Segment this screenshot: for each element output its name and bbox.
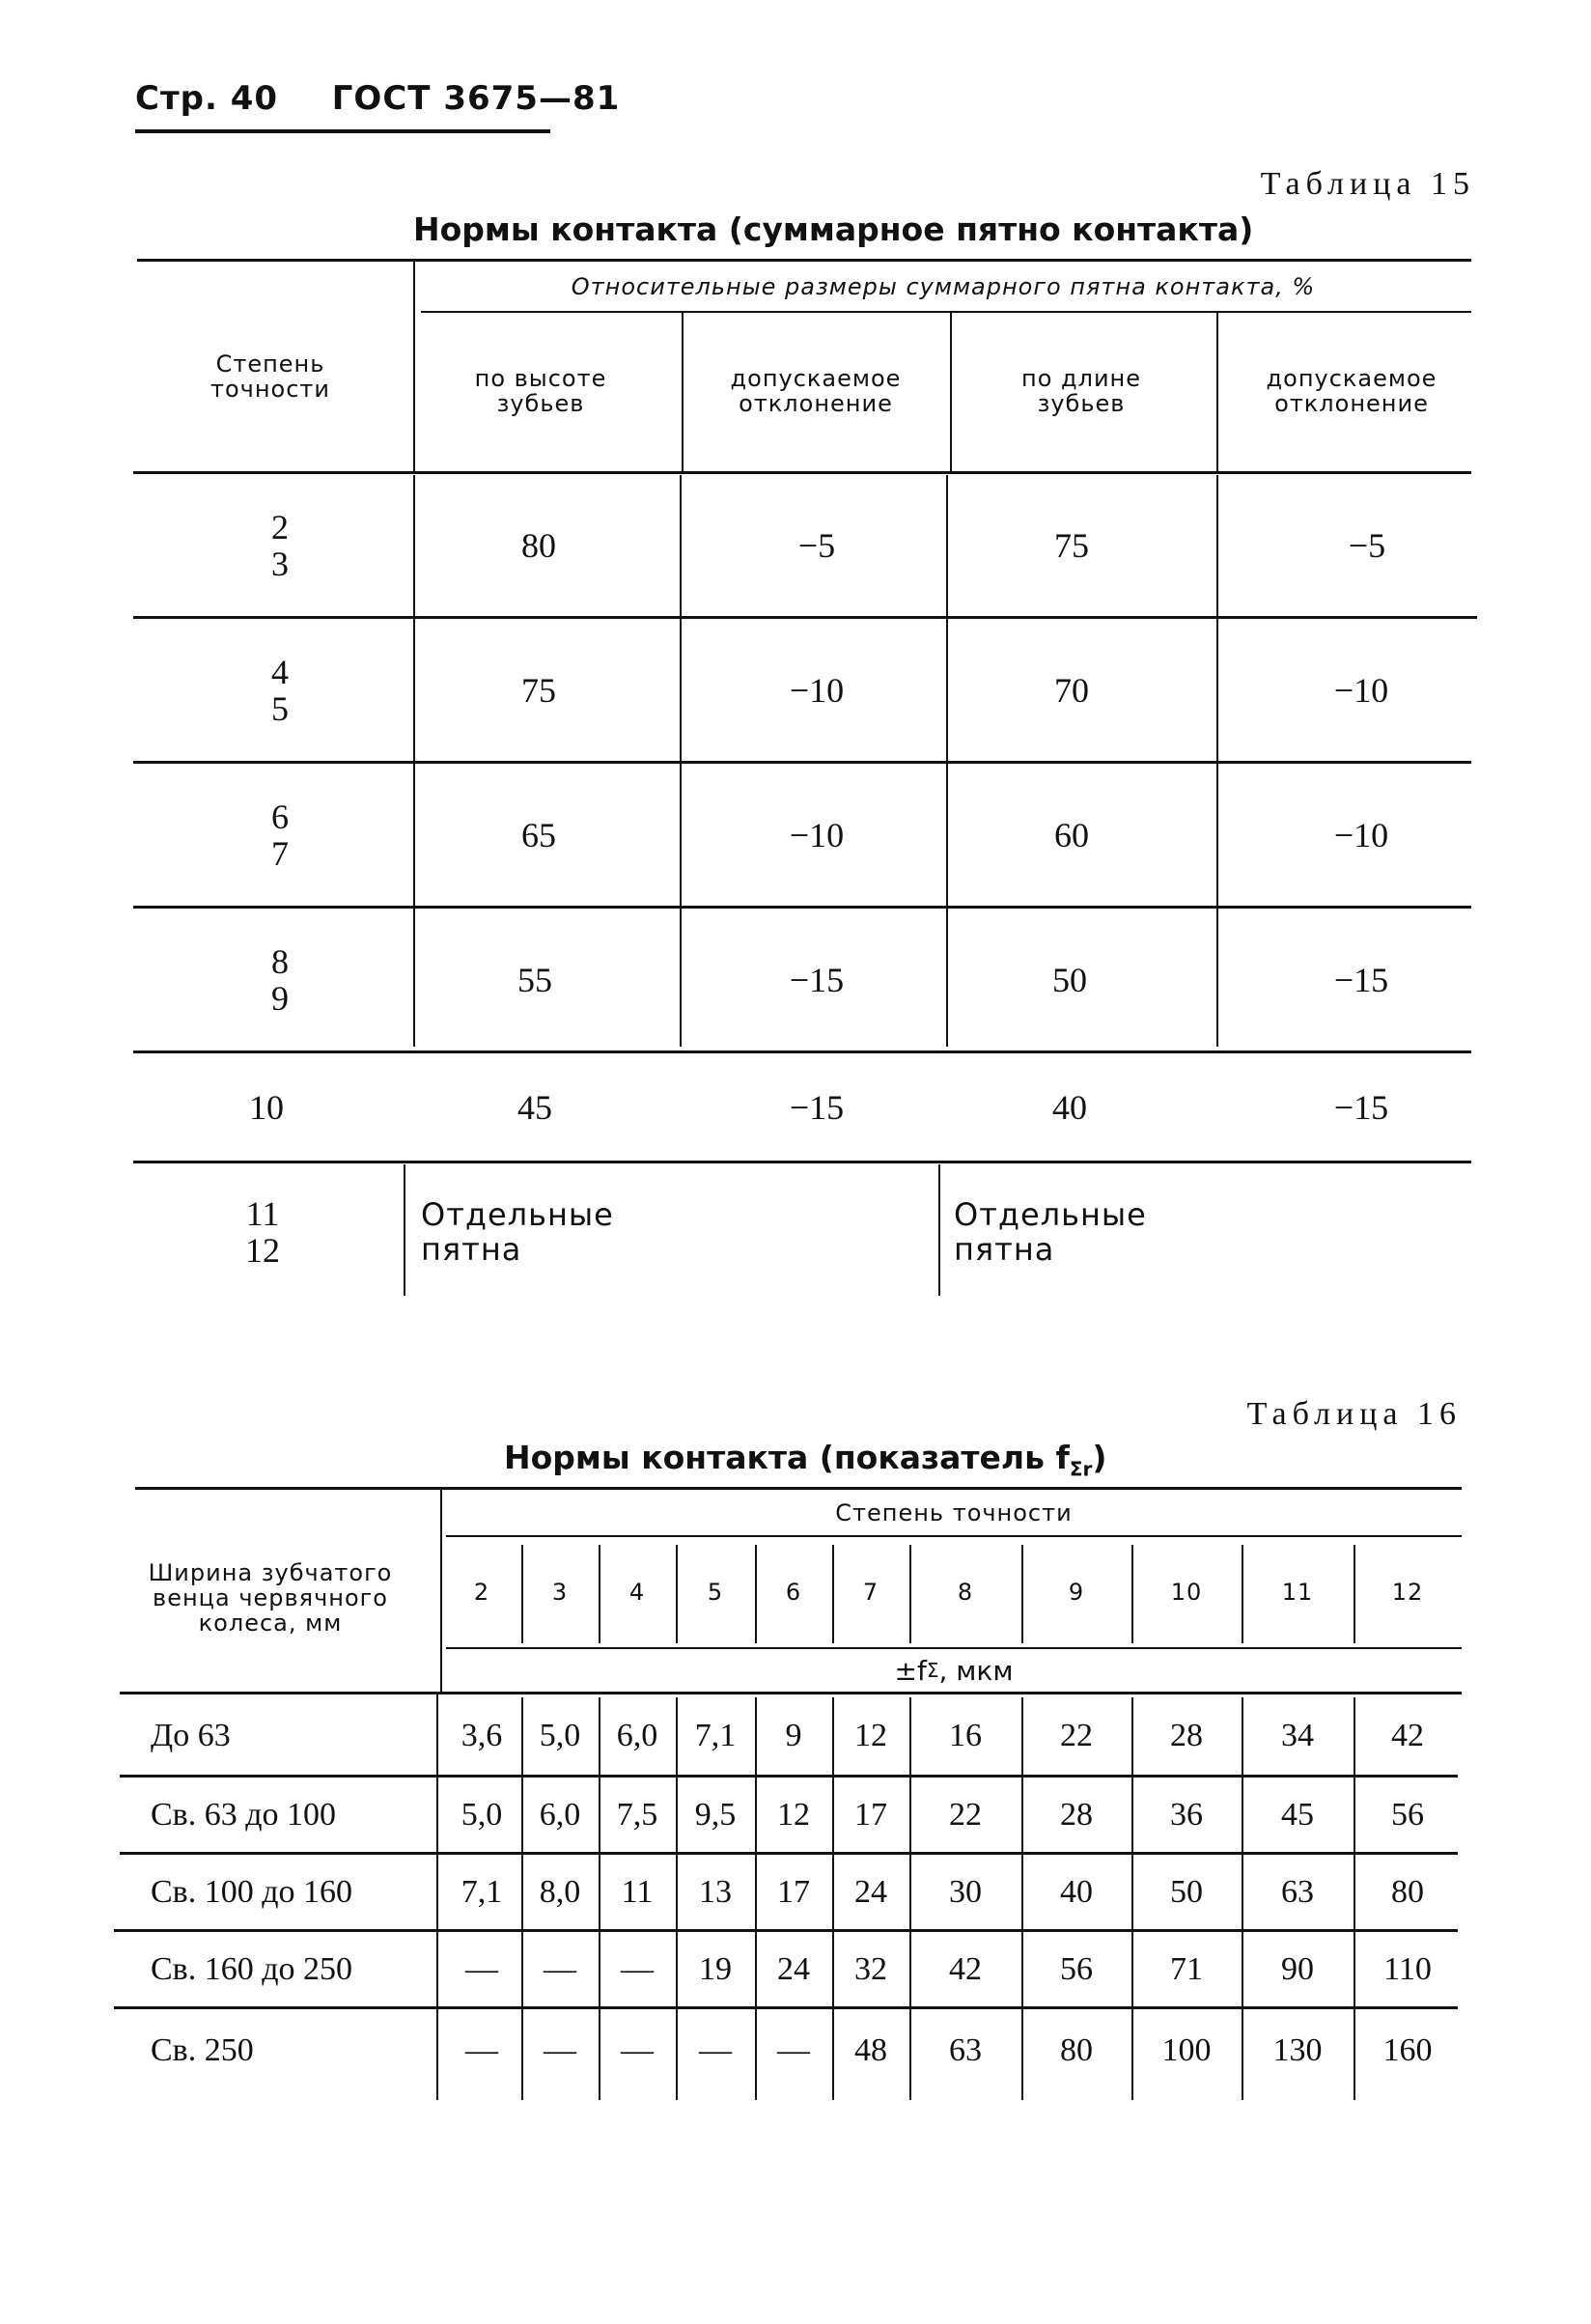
table15-row-grade: 8 9: [271, 941, 289, 1018]
table16-grade-4: 4: [628, 1579, 646, 1606]
table16-grade-11: 11: [1281, 1579, 1314, 1606]
table15-cell: −5: [797, 525, 836, 565]
table16-grade-2: 2: [473, 1579, 490, 1606]
table16-cell: 6,0: [616, 1718, 658, 1753]
table16-cell: 32: [854, 1951, 887, 1987]
table15-cell: 55: [517, 960, 552, 999]
table16-grade-12: 12: [1391, 1579, 1424, 1606]
table16-cell: 40: [1060, 1874, 1093, 1910]
table16-cell: 42: [949, 1951, 982, 1987]
table16-cell: 17: [777, 1874, 810, 1910]
table16-cell: 42: [1391, 1718, 1424, 1753]
table16-cell: 8,0: [539, 1874, 581, 1910]
table16-cell: 22: [949, 1797, 982, 1833]
table15-col-length: по длине зубьев: [1021, 365, 1141, 417]
table15-cell: −15: [789, 1087, 845, 1127]
table16-cell: 30: [949, 1874, 982, 1910]
table16-cell: 16: [949, 1718, 982, 1753]
table16-cell: 50: [1170, 1874, 1203, 1910]
table15-title: Нормы контакта (суммарное пятно контакта): [413, 210, 1254, 248]
table16-cell: 80: [1391, 1874, 1424, 1910]
table16-cell: —: [465, 2032, 498, 2068]
table16-cell: 7,1: [461, 1874, 503, 1910]
table15-cell: −15: [1333, 960, 1389, 999]
table16-cell: 22: [1060, 1718, 1093, 1753]
table16-grade-header: Степень точности: [835, 1498, 1073, 1526]
table15-note-right: Отдельные пятна: [954, 1196, 1147, 1268]
table15-cell: 70: [1054, 670, 1089, 710]
table16-cell: 13: [699, 1874, 732, 1910]
table16-cell: 100: [1161, 2032, 1212, 2068]
table15-cell: −15: [789, 960, 845, 999]
table15-row-grade: 10: [249, 1087, 284, 1127]
table16-unit-header: ±f Σ , мкм: [894, 1654, 1014, 1687]
table16-cell: 63: [949, 2032, 982, 2068]
table16-grade-6: 6: [785, 1579, 802, 1606]
table15-cell: 75: [521, 670, 556, 710]
table16-cell: 11: [621, 1874, 654, 1910]
table15-cell: 65: [521, 815, 556, 854]
table15-note-left: Отдельные пятна: [421, 1196, 614, 1268]
table16-cell: 5,0: [461, 1797, 503, 1833]
table16-cell: 36: [1170, 1797, 1203, 1833]
table16-cell: —: [544, 1951, 576, 1987]
table16-cell: 17: [854, 1797, 887, 1833]
table16-cell: 12: [777, 1797, 810, 1833]
table16-title: Нормы контакта (показатель $f_{\Sigma r}$): [504, 1439, 1107, 1481]
table16-cell: 24: [854, 1874, 887, 1910]
table15-cell: −10: [789, 670, 845, 710]
table16-row-header: Ширина зубчатого венца червячного колеса, мм: [148, 1559, 393, 1637]
table16-row-label: Св. 63 до 100: [151, 1797, 337, 1833]
table16-cell: 130: [1272, 2032, 1323, 2068]
table16-cell: 5,0: [539, 1718, 581, 1753]
table16-cell: —: [777, 2032, 810, 2068]
table16-cell: 45: [1281, 1797, 1314, 1833]
table16-cell: 110: [1383, 1951, 1432, 1987]
table16-cell: 24: [777, 1951, 810, 1987]
table16-cell: 28: [1170, 1718, 1203, 1753]
table16-grade-7: 7: [862, 1579, 879, 1606]
table16-grade-8: 8: [957, 1579, 974, 1606]
table16-row-label: Св. 160 до 250: [151, 1951, 353, 1987]
table15-row-grade: 4 5: [271, 652, 289, 728]
table15-cell: −10: [1333, 815, 1389, 854]
table15-cell: −15: [1333, 1087, 1389, 1127]
table15-cell: −10: [1333, 670, 1389, 710]
table15-cell: 40: [1052, 1087, 1087, 1127]
table16-cell: 6,0: [539, 1797, 581, 1833]
table16-row-label: Св. 100 до 160: [151, 1874, 353, 1910]
table16-cell: 63: [1281, 1874, 1314, 1910]
table16-cell: 7,1: [694, 1718, 737, 1753]
table16-grade-10: 10: [1170, 1579, 1203, 1606]
table16-row-label: Св. 250: [151, 2032, 254, 2068]
table15-cell: 60: [1054, 815, 1089, 854]
page-header: [135, 79, 620, 118]
table15-col-group-header: Относительные размеры суммарного пятна контакта, %: [571, 273, 1316, 300]
table15-label: Таблица 15: [1260, 166, 1475, 202]
table15-cell: 80: [521, 525, 556, 565]
table16-cell: 9,5: [694, 1797, 737, 1833]
table16-cell: —: [621, 1951, 654, 1987]
table15-col-length-tolerance: допускаемое отклонение: [1266, 365, 1437, 417]
page-number: Стр. 40: [135, 79, 279, 118]
table16-cell: 80: [1060, 2032, 1093, 2068]
table16-cell: —: [621, 2032, 654, 2068]
table16-label: Таблица 16: [1246, 1396, 1462, 1432]
table16-cell: 7,5: [616, 1797, 658, 1833]
table16-cell: 9: [785, 1718, 802, 1753]
table16-cell: 12: [854, 1718, 887, 1753]
table16-cell: —: [465, 1951, 498, 1987]
table16-cell: —: [699, 2032, 732, 2068]
table16-cell: 71: [1170, 1951, 1203, 1987]
table15-row-grade: 2 3: [271, 507, 289, 583]
table15-cell: −5: [1348, 525, 1386, 565]
table16-cell: 34: [1281, 1718, 1314, 1753]
table16-grade-9: 9: [1068, 1579, 1085, 1606]
table16-grade-5: 5: [707, 1579, 724, 1606]
table15-row-grade: 6 7: [271, 797, 289, 873]
table16-cell: —: [544, 2032, 576, 2068]
table16-cell: 90: [1281, 1951, 1314, 1987]
table16-grade-3: 3: [551, 1579, 569, 1606]
table16-cell: 19: [699, 1951, 732, 1987]
table15-col-height: по высоте зубьев: [474, 365, 607, 417]
table16-cell: 48: [854, 2032, 887, 2068]
table16-cell: 56: [1060, 1951, 1093, 1987]
table15-row-grade: 11 12: [245, 1194, 280, 1270]
table16-cell: 3,6: [461, 1718, 503, 1753]
table16-cell: 28: [1060, 1797, 1093, 1833]
table15-cell: 50: [1052, 960, 1087, 999]
standard-number: ГОСТ 3675—81: [331, 79, 621, 118]
table15-cell: −10: [789, 815, 845, 854]
table16-row-label: До 63: [151, 1718, 231, 1753]
header-rule: [135, 129, 550, 133]
table15-cell: 45: [517, 1087, 552, 1127]
table15-cell: 75: [1054, 525, 1089, 565]
table15-col-height-tolerance: допускаемое отклонение: [730, 365, 902, 417]
table16-cell: 160: [1382, 2032, 1433, 2068]
table16-cell: 56: [1391, 1797, 1424, 1833]
table15-row-header: Степень точности: [210, 350, 330, 403]
